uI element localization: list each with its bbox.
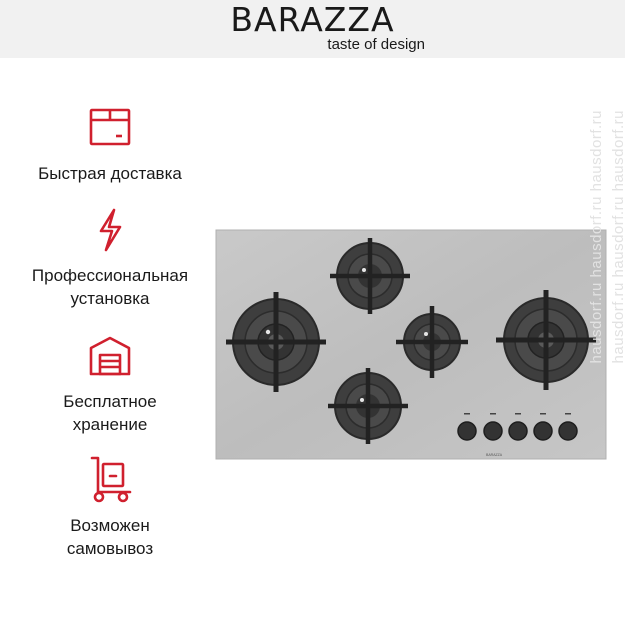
feature-delivery [0,98,220,185]
watermark-text: hausdorf.ru hausdorf.ru hausdorf.ru [588,110,605,364]
feature-label: Быстрая доставка [38,164,182,183]
brand-logo: BARAZZA [230,0,395,39]
feature-label: Бесплатное [63,392,157,411]
feature-label-2: самовывоз [66,539,154,558]
header-bar [0,0,625,58]
feature-label-2: установка [70,289,150,308]
feature-pickup [0,454,220,560]
cooktop-brand-mark: BARAZZA [486,453,503,457]
hand-truck-icon [82,454,138,504]
feature-installation [0,206,220,310]
lightning-icon [82,206,138,254]
watermark [588,110,628,630]
warehouse-icon [82,332,138,380]
feature-storage [0,332,220,436]
brand-tagline: taste of design [327,36,425,53]
feature-label-2: хранение [72,415,148,434]
feature-label: Возможен [70,516,150,535]
feature-label: Профессиональная [31,266,189,285]
gas-cooktop-image [216,230,606,459]
watermark-text-2: hausdorf.ru hausdorf.ru hausdorf.ru [610,110,627,364]
package-icon [82,98,138,154]
